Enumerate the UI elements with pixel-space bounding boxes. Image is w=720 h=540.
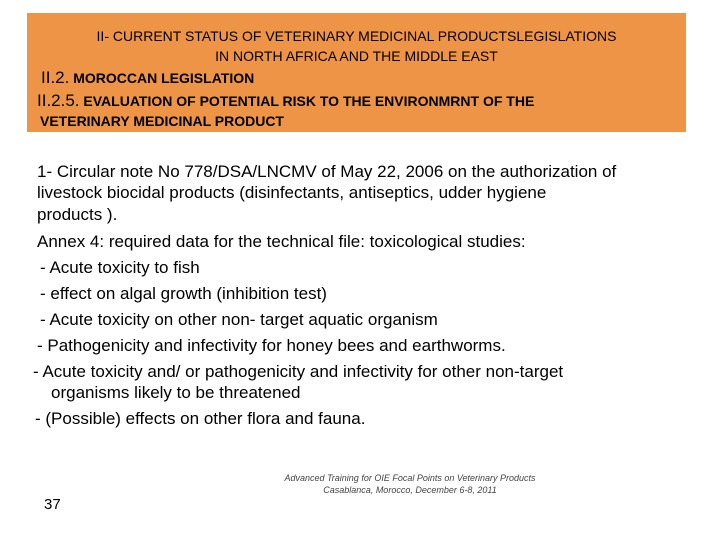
header-title-line-2: IN NORTH AFRICA AND THE MIDDLE EAST [215,48,498,64]
footer-event-title: Advanced Training for OIE Focal Points on Veterinary Products [284,473,536,483]
body-line-6: - effect on algal growth (inhibition test) [40,284,327,303]
section-heading-moroccan-legislation [41,68,254,88]
body-line-10: organisms likely to be threatened [51,383,301,402]
body-line-8: - Pathogenicity and infectivity for honey bees and earthworms. [37,336,506,355]
body-line-4: Annex 4: required data for the technical file: toxicological studies: [37,232,526,251]
body-line-3: products ). [37,205,118,224]
subsection-title: EVALUATION OF POTENTIAL RISK TO THE ENVIRONMRNT OF THE [79,93,535,109]
body-line-2: livestock biocidal products (disinfectants, antiseptics, udder hygiene [37,183,547,202]
body-line-9: - Acute toxicity and/ or pathogenicity and infectivity for other non-target [33,362,564,381]
section-number: II.2. [41,68,70,87]
footer-event-location: Casablanca, Morocco, December 6-8, 2011 [323,485,497,495]
page-number: 37 [44,496,61,513]
section-title: MOROCCAN LEGISLATION [69,70,255,86]
subsection-title-continued: VETERINARY MEDICINAL PRODUCT [40,113,284,129]
subsection-number: II.2.5. [37,91,80,110]
body-line-11: - (Possible) effects on other flora and fauna. [35,409,366,428]
body-line-1: 1- Circular note No 778/DSA/LNCMV of May 22, 2006 on the authorization of [37,162,617,181]
slide-header [27,13,686,132]
body-line-5: - Acute toxicity to fish [40,258,200,277]
header-title-line-1: II- CURRENT STATUS OF VETERINARY MEDICINAL PRODUCTSLEGISLATIONS [96,28,617,44]
body-line-7: - Acute toxicity on other non- target aquatic organism [40,310,438,329]
section-heading-evaluation [37,91,534,111]
